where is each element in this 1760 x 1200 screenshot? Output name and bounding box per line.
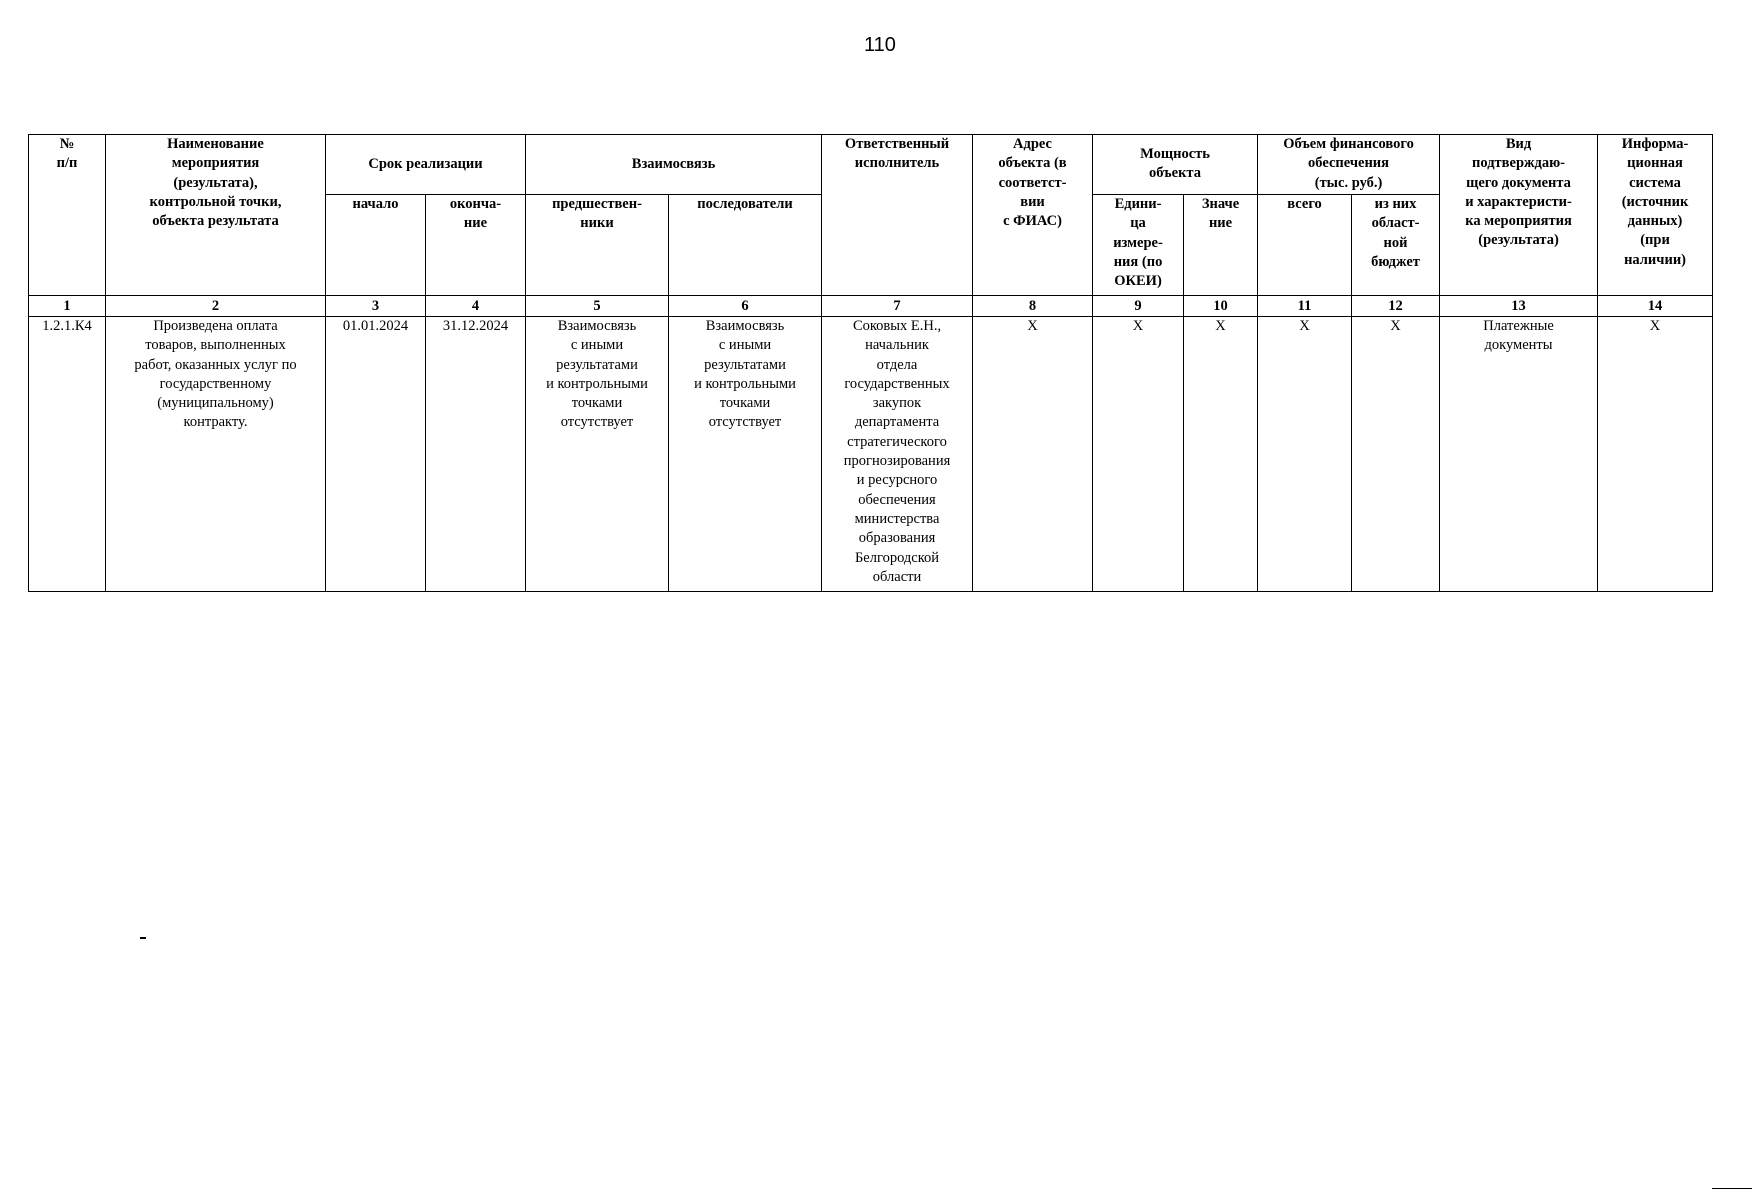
column-number: 1 <box>29 296 106 317</box>
column-number: 12 <box>1352 296 1440 317</box>
header-row <box>29 135 1713 195</box>
column-number-row <box>29 296 1713 317</box>
column-number: 3 <box>326 296 426 317</box>
header-unit: Едини- ца измере- ния (по ОКЕИ) <box>1093 195 1184 296</box>
column-number: 7 <box>822 296 973 317</box>
header-value: Значе ние <box>1184 195 1258 296</box>
header-doc-type: Вид подтверждаю- щего документа и характеристи- ка мероприятия (результата) <box>1440 135 1598 296</box>
column-number: 11 <box>1258 296 1352 317</box>
column-number: 13 <box>1440 296 1598 317</box>
column-number: 10 <box>1184 296 1258 317</box>
row-name: Произведена оплата товаров, выполненных работ, оказанных услуг по государственному (муниципальному) контракту. <box>106 317 326 592</box>
row-start: 01.01.2024 <box>326 317 426 592</box>
header-responsible: Ответственный исполнитель <box>822 135 973 296</box>
header-info-system: Информа- ционная система (источник данных) (при наличии) <box>1598 135 1713 296</box>
column-number: 6 <box>669 296 822 317</box>
column-number: 4 <box>426 296 526 317</box>
header-link: Взаимосвязь <box>526 135 822 195</box>
scan-mark <box>1712 1188 1752 1189</box>
row-regional: Х <box>1352 317 1440 592</box>
header-successors: последователи <box>669 195 822 296</box>
row-total: Х <box>1258 317 1352 592</box>
header-period: Срок реализации <box>326 135 526 195</box>
results-table <box>28 134 1713 592</box>
header-start: начало <box>326 195 426 296</box>
row-info-system: Х <box>1598 317 1713 592</box>
scan-mark <box>140 937 146 939</box>
page-number: 110 <box>864 34 896 56</box>
header-total: всего <box>1258 195 1352 296</box>
header-predecessors: предшествен- ники <box>526 195 669 296</box>
column-number: 9 <box>1093 296 1184 317</box>
row-end: 31.12.2024 <box>426 317 526 592</box>
header-name: Наименование мероприятия (результата), контрольной точки, объекта результата <box>106 135 326 296</box>
column-number: 2 <box>106 296 326 317</box>
header-end: оконча- ние <box>426 195 526 296</box>
row-responsible: Соковых Е.Н., начальник отдела государственных закупок департамента стратегического прогнозирования и ресурсного обеспечения министерства образования Белгородской области <box>822 317 973 592</box>
row-address: Х <box>973 317 1093 592</box>
header-capacity: Мощность объекта <box>1093 135 1258 195</box>
row-value: Х <box>1184 317 1258 592</box>
header-num: № п/п <box>29 135 106 296</box>
row-id: 1.2.1.К4 <box>29 317 106 592</box>
column-number: 14 <box>1598 296 1713 317</box>
column-number: 8 <box>973 296 1093 317</box>
row-doc-type: Платежные документы <box>1440 317 1598 592</box>
header-finance: Объем финансового обеспечения (тыс. руб.) <box>1258 135 1440 195</box>
header-regional: из них област- ной бюджет <box>1352 195 1440 296</box>
header-address: Адрес объекта (в соответст- вии с ФИАС) <box>973 135 1093 296</box>
row-unit: Х <box>1093 317 1184 592</box>
row-predecessors: Взаимосвязь с иными результатами и контрольными точками отсутствует <box>526 317 669 592</box>
column-number: 5 <box>526 296 669 317</box>
row-successors: Взаимосвязь с иными результатами и контрольными точками отсутствует <box>669 317 822 592</box>
table-row <box>29 317 1713 592</box>
